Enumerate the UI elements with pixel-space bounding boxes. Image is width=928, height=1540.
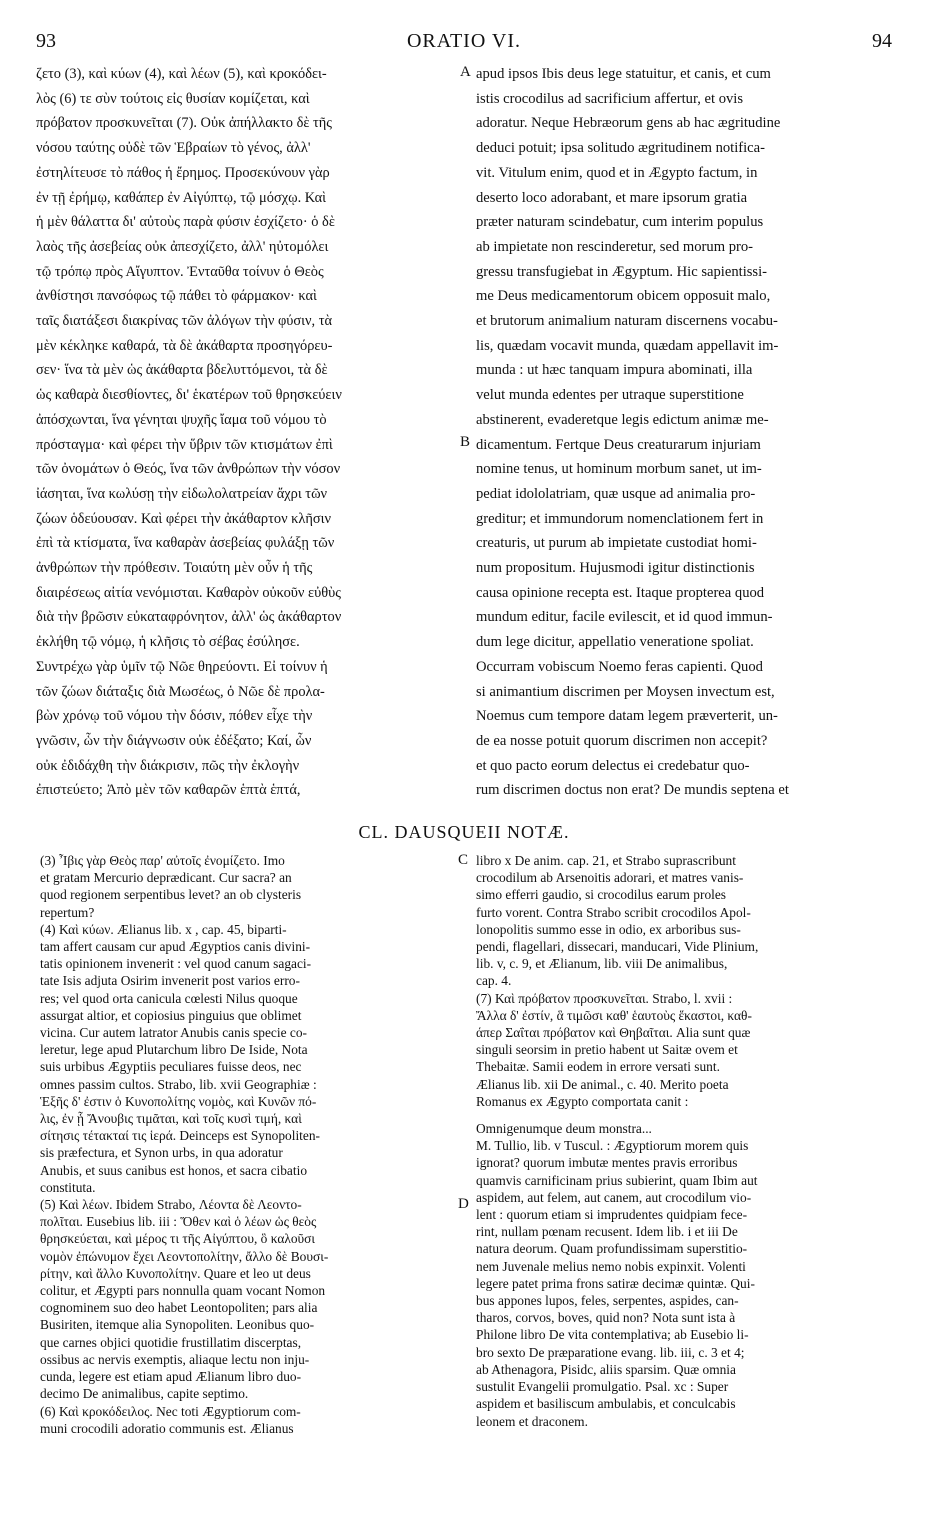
latin-text-line: nomine tenus, ut hominum morbum sanet, ut im- bbox=[476, 461, 762, 478]
note-line: Thebaitæ. Samii eodem in errore versati sunt. bbox=[476, 1059, 720, 1075]
greek-text-line: ζετο (3), καὶ κύων (4), καὶ λέων (5), καὶ κροκόδει- bbox=[36, 66, 327, 82]
greek-text-line: ἡ μὲν θάλαττα δι' αὐτοὺς παρὰ φύσιν ἐσχίζετο· ὁ δὲ bbox=[36, 214, 335, 231]
greek-text-line: διαιρέσεως αἰτία νενόμισται. Καθαρὸν οὐκοῦν εὐθὺς bbox=[36, 584, 341, 601]
greek-text-line: νόσου ταύτης οὐδὲ τῶν Ἑβραίων τὸ γένος, ἀλλ' bbox=[36, 140, 311, 157]
note-line: tate Isis adjuta Osirim invenerit post varios erro- bbox=[40, 973, 300, 989]
note-line: (4) Καὶ κύων. Ælianus lib. x , cap. 45, biparti- bbox=[40, 921, 287, 937]
note-line: (3) Ἶβις γὰρ Θεὸς παρ' αὐτοῖς ἐνομίζετο. Imo bbox=[40, 853, 285, 868]
latin-text-line: ab impietate non rescinderetur, sed morum pro- bbox=[476, 238, 754, 255]
note-line: lent : quorum etiam si imprudentes quidpiam fece- bbox=[476, 1207, 748, 1223]
note-line: bus appones lupos, feles, serpentes, aspides, can- bbox=[476, 1293, 739, 1309]
note-line: libro x De anim. cap. 21, et Strabo suprascribunt bbox=[476, 853, 736, 868]
note-line: natura deorum. Quam profundissimam superstitio- bbox=[476, 1241, 748, 1257]
note-line: tam affert causam cur apud Ægyptios canis divini- bbox=[40, 939, 311, 955]
note-line: Omnigenumque deum monstra... bbox=[476, 1121, 652, 1137]
notes-title: CL. DAUSQUEII NOTÆ. bbox=[358, 822, 570, 842]
note-line: tharos, corvos, boves, quid non? Nota sunt ista à bbox=[476, 1310, 736, 1326]
greek-text-line: ἐπιστεύετο; Ἀπὸ μὲν τῶν καθαρῶν ἑπτὰ ἑπτά, bbox=[36, 782, 301, 799]
greek-text-line: διὰ τὴν βρῶσιν εὐκαταφρόνητον, ἀλλ' ὡς ἀκάθαρτον bbox=[36, 609, 342, 626]
greek-text-line: ἐν τῇ ἐρήμῳ, καθάπερ ἐν Αἰγύπτῳ, τῷ μόσχῳ. Καὶ bbox=[36, 189, 327, 206]
note-line: Ἑξῆς δ' ἐστιν ὁ Κυνοπολίτης νομὸς, καὶ Κυνῶν πό- bbox=[40, 1093, 317, 1109]
note-line: πολῖται. Eusebius lib. iii : Ὅθεν καὶ ὁ λέων ὡς θεὸς bbox=[40, 1214, 317, 1230]
greek-text-line: γνῶσιν, ὧν τὴν διάγνωσιν οὐκ ἐδέξατο; Καί, ὧν bbox=[36, 732, 312, 749]
latin-text-line: vit. Vitulum enim, quod et in Ægypto factum, in bbox=[476, 164, 758, 181]
latin-text-line: munda : ut hæc tanquam impura abominati, illa bbox=[476, 362, 753, 379]
latin-text-line: Occurram vobiscum Noemo feras capienti. Quod bbox=[476, 658, 763, 675]
margin-marker-d: D bbox=[458, 1196, 469, 1212]
note-line: Ælianus lib. xii De animal., c. 40. Merito poeta bbox=[476, 1076, 729, 1092]
note-line: lonopolitis summo esse in odio, ex arboribus sus- bbox=[476, 921, 741, 937]
page-number-left: 93 bbox=[36, 30, 56, 52]
latin-text-line: et brutorum animalium naturam discernens vocabu- bbox=[476, 313, 778, 330]
note-line: muni crocodili adoratio communis est. Ælianus bbox=[40, 1420, 294, 1436]
note-line: θρησκεύεται, καὶ μέρος τι τῆς Αἰγύπτου, ὃ καλοῦσι bbox=[40, 1231, 315, 1247]
page-title: ORATIO VI. bbox=[406, 30, 522, 52]
note-line: singuli seorsim in pretio habent ut Saitæ ovem et bbox=[476, 1042, 738, 1058]
greek-text-line: λαὸς τῆς ἀσεβείας οὐκ ἀπεσχίζετο, ἀλλ' ηὐτομόλει bbox=[36, 238, 329, 255]
greek-text-line: ἐπὶ τὰ κτίσματα, ἵνα καθαρὰν ἀσεβείας φυλάξῃ τῶν bbox=[36, 535, 335, 552]
note-line: λις, ἐν ᾗ Ἄνουβις τιμᾶται, καὶ τοῖς κυσὶ τιμή, καὶ bbox=[40, 1111, 302, 1127]
greek-text-line: τῷ τρόπῳ πρὸς Αἴγυπτον. Ἐνταῦθα τοίνυν ὁ Θεὸς bbox=[36, 263, 324, 280]
latin-text-line: lis, quædam vocavit munda, quædam appellavit im- bbox=[476, 337, 779, 354]
latin-text-line: adoratur. Neque Hebræorum gens ab hac ægritudine bbox=[476, 115, 781, 132]
greek-text-line: βὼν χρόνῳ τοῦ νόμου τὴν δόσιν, πόθεν εἶχε τὴν bbox=[36, 708, 313, 725]
note-line: crocodilum ab Arsenoitis adorari, et matres vanis- bbox=[476, 870, 744, 886]
latin-text-line: mundum editur, facile evilescit, et id quod immun- bbox=[476, 609, 773, 626]
note-line: lib. v, c. 9, et Ælianum, lib. viii De animalibus, bbox=[476, 956, 728, 972]
greek-text-line: ζώων ὁδεύουσαν. Καὶ φέρει τὴν ἀκάθαρτον κλῆσιν bbox=[36, 510, 332, 527]
note-line: tatis opinionem invenerit : vel quod canum sagaci- bbox=[40, 956, 312, 972]
note-line: res; vel quod orta canicula cœlesti Nilus quoque bbox=[40, 990, 298, 1006]
note-line: aspidem, aut felem, aut canem, aut crocodilum vio- bbox=[476, 1189, 752, 1205]
note-line: άπερ Σαΐται πρόβατον καὶ Θηβαῖται. Alia sunt quæ bbox=[476, 1025, 751, 1041]
note-line: sis præfectura, et Synon urbs, in qua adoratur bbox=[40, 1145, 283, 1161]
greek-text-line: Συντρέχω γὰρ ὑμῖν τῷ Νῶε θηρεύοντι. Εἰ τοίνυν ἡ bbox=[36, 658, 328, 675]
latin-text-line: dum lege dicitur, appellatio venerationе spoliat. bbox=[476, 634, 754, 651]
notes-right-column bbox=[476, 852, 894, 1430]
latin-text-line: Noemus cum tempore datam legem præverterit, un- bbox=[476, 708, 778, 725]
greek-text-line: οὐκ ἐδιδάχθη τὴν διάκρισιν, πῶς τὴν ἐκλογὴν bbox=[36, 757, 300, 774]
note-line: (6) Καὶ κροκόδειλος. Nec toti Ægyptiorum com- bbox=[40, 1403, 301, 1419]
greek-text-line: τῶν ζώων διάταξις διὰ Μωσέως, ὁ Νῶε δὲ προλα- bbox=[36, 683, 325, 700]
note-line: sustulit Evangelii promulgatio. Psal. xc : Super bbox=[476, 1379, 729, 1395]
note-line: legere patet prima frons satiræ decimæ quintæ. Qui- bbox=[476, 1275, 755, 1291]
greek-text-line: ἐκλήθη τῷ νόμῳ, ἡ κλῆσις τὸ σέβας ἐσύλησε. bbox=[36, 634, 300, 651]
note-line: assurgat altior, et copiosius pinguius que oblimet bbox=[40, 1007, 302, 1023]
note-line: Philone libro De vita contemplativa; ab Eusebio li- bbox=[476, 1327, 749, 1343]
latin-text-line: de ea nosse potuit quorum discrimen non accepit? bbox=[476, 732, 768, 749]
greek-text-line: ταῖς διατάξεσι διακρίνας τῶν ἀλόγων τὴν φύσιν, τὰ bbox=[36, 313, 333, 330]
greek-text-line: ἀπόσχωνται, ἵνα γένηται ψυχῆς ἴαμα τοῦ νόμου τὸ bbox=[36, 411, 327, 428]
note-line: cognominem suo deo habet Leontopoliten; pars alia bbox=[40, 1300, 318, 1316]
note-line: σίτησις τέτακταί τις ἱερά. Deinceps est Synopoliten- bbox=[40, 1128, 321, 1144]
note-line: M. Tullio, lib. v Tuscul. : Ægyptiorum morem quis bbox=[476, 1138, 749, 1154]
note-line: et gratam Mercurio deprædicant. Cur sacra? an bbox=[40, 870, 292, 886]
note-line: Anubis, et suus canibus est honos, et sacra cibatio bbox=[40, 1162, 308, 1178]
note-line: quamvis carnificinam prius subierint, quam Ibim aut bbox=[476, 1172, 758, 1188]
note-line: ossibus ac nervis exemptis, aliaque lectu non inju- bbox=[40, 1351, 310, 1367]
greek-text-line: πρόσταγμα· καὶ φέρει τὴν ὕβριν τῶν κτισμάτων ἐπὶ bbox=[36, 436, 333, 453]
note-line: decimo De animalibus, capite septimo. bbox=[40, 1386, 249, 1402]
greek-text-line: ἐστηλίτευσε τὸ πάθος ἡ ἔρημος. Προσεκύνουν γὰρ bbox=[36, 164, 330, 181]
greek-text-line: ὡς καθαρὰ διεσθίοντες, δι' ἑκατέρων τοῦ θρησκεύειν bbox=[36, 387, 342, 404]
margin-marker-a: A bbox=[460, 64, 471, 80]
note-line: leretur, lege apud Plutarchum libro De Iside, Nota bbox=[40, 1042, 308, 1058]
greek-text-line: πρόβατον προσκυνεῖται (7). Οὐκ ἀπήλλακτο δὲ τῆς bbox=[36, 115, 332, 132]
note-line bbox=[476, 1110, 894, 1120]
note-line: nem Juvenale melius nemo nobis expinxit. Volenti bbox=[476, 1258, 746, 1274]
latin-text-line: velut munda edentes per utraque superstitione bbox=[476, 387, 744, 404]
note-line: omnes passim cultos. Strabo, lib. xvii Geographiæ : bbox=[40, 1076, 317, 1092]
latin-text-line: causa opinione recepta est. Itaque propterea quod bbox=[476, 584, 765, 601]
note-line: que carnes objici quotidie frustillatim discerptas, bbox=[40, 1334, 302, 1350]
note-line: νομὸν ἐπώνυμον ἔχει Λεοντοπολίτην, ἄλλο δὲ Βουσι- bbox=[40, 1248, 329, 1264]
note-line: ρίτην, καὶ ἄλλο Κυνοπολίτην. Quare et leo ut deus bbox=[40, 1265, 311, 1281]
latin-text-line: greditur; et immundorum nomenclationem fert in bbox=[476, 510, 764, 527]
latin-text-line: num propositum. Hujusmodi igitur distinctionis bbox=[476, 560, 755, 577]
note-line: colitur, et Ægypti pars nonnulla quam vocant Nomon bbox=[40, 1283, 326, 1299]
notes-left-column bbox=[40, 852, 458, 1437]
note-line: quod regionem serpentibus levet? an ob clysteris bbox=[40, 887, 302, 903]
note-line: bro sexto De præparatione evang. lib. iii, c. 3 et 4; bbox=[476, 1344, 745, 1360]
latin-text-line: dicamentum. Fertque Deus creaturarum injuriam bbox=[476, 436, 761, 453]
note-line: ignorat? quorum imbutæ mentes pravis erroribus bbox=[476, 1155, 738, 1171]
note-line: suis urbibus Ægyptiis peculiares fuisse deos, nec bbox=[40, 1059, 302, 1075]
note-line: cunda, legere est etiam apud Ælianum libro duo- bbox=[40, 1369, 302, 1385]
latin-text-line: deduci potuit; ipsa solitudo ægritudinem notifica- bbox=[476, 140, 765, 157]
latin-text-line: me Deus medicamentorum obicem opposuit malo, bbox=[476, 288, 771, 305]
greek-text-column bbox=[36, 62, 456, 803]
latin-text-line: si animantium discrimen per Moysen invectum est, bbox=[476, 683, 775, 700]
note-line: (5) Καὶ λέων. Ibidem Strabo, Λέοντα δὲ Λεοντο- bbox=[40, 1197, 302, 1213]
page-number-right: 94 bbox=[872, 30, 892, 52]
note-line: pendi, flagellari, dissecari, manducari, Vide Plinium, bbox=[476, 939, 759, 955]
greek-text-line: ἰάσηται, ἵνα κωλύσῃ τὴν εἰδωλολατρείαν ἄχρι τῶν bbox=[36, 485, 328, 502]
greek-text-line: σεν· ἵνα τὰ μὲν ὡς ἀκάθαρτα βδελυττόμενοι, τὰ δὲ bbox=[36, 362, 328, 379]
latin-text-line: istis crocodilus ad sacrificium affertur, et ovis bbox=[476, 90, 744, 107]
note-line: (7) Καὶ πρόβατον προσκυνεῖται. Strabo, l. xvii : bbox=[476, 990, 733, 1006]
latin-text-line: apud ipsos Ibis deus lege statuitur, et canis, et cum bbox=[476, 66, 771, 82]
note-line: leonem et draconem. bbox=[476, 1413, 588, 1429]
latin-text-line: gressu transfugiebat in Ægyptum. Hic sapientissi- bbox=[476, 263, 768, 280]
note-line: Busiriten, itemque alia Synopoliten. Leonibus quo- bbox=[40, 1317, 315, 1333]
margin-marker-b: B bbox=[460, 434, 471, 450]
greek-text-line: μὲν κέκληκε καθαρά, τὰ δὲ ἀκάθαρτα προσηγόρευ- bbox=[36, 337, 333, 354]
latin-text-column bbox=[476, 62, 892, 803]
latin-text-line: deserto loco adorabant, et mare ipsorum gratia bbox=[476, 189, 748, 206]
latin-text-line: præter naturam scindebatur, cum interim populus bbox=[476, 214, 764, 231]
latin-text-line: creaturis, ut purum ab impietate custodiat homi- bbox=[476, 535, 757, 552]
note-line: constituta. bbox=[40, 1179, 96, 1195]
greek-text-line: τῶν ὀνομάτων ὁ Θεός, ἵνα τῶν ἀνθρώπων τὴν νόσον bbox=[36, 461, 341, 478]
note-line: furto vorent. Contra Strabo scribit crocodilos Apol- bbox=[476, 904, 751, 920]
latin-text-line: pediat idololatriam, quæ usque ad animalia pro- bbox=[476, 485, 756, 502]
note-line: vicina. Cur autem latrator Anubis canis specie co- bbox=[40, 1025, 307, 1041]
latin-text-line: rum discrimen doctus non erat? De mundis septena et bbox=[476, 782, 789, 799]
note-line: Ἄλλα δ' ἐστίν, ἃ τιμῶσι καθ' ἑαυτοὺς ἕκαστοι, καθ- bbox=[476, 1007, 752, 1023]
margin-marker-c: C bbox=[458, 852, 469, 868]
note-line: aspidem et basiliscum ambulabis, et conculcabis bbox=[476, 1396, 736, 1412]
note-line: repertum? bbox=[40, 904, 95, 920]
latin-text-line: et quo pacto eorum delectus ei credebatur quo- bbox=[476, 757, 750, 774]
greek-text-line: ἀνθίστησι πανσόφως τῷ πάθει τὸ φάρμακον· καὶ bbox=[36, 288, 317, 305]
page-header bbox=[36, 30, 892, 60]
greek-text-line: ἀνθρώπων τὴν πρόθεσιν. Τοιαύτη μὲν οὖν ἡ τῆς bbox=[36, 560, 313, 577]
note-line: simo efferri gaudio, si crocodilus earum proles bbox=[476, 887, 727, 903]
note-line: Romanus ex Ægypto comportata canit : bbox=[476, 1093, 689, 1109]
note-line: ab Athenagora, Pisidc, aliis sparsim. Quæ omnia bbox=[476, 1361, 736, 1377]
latin-text-line: abstinerent, evaderetque legis edictum animæ me- bbox=[476, 411, 769, 428]
greek-text-line: λὸς (6) τε σὺν τούτοις εἰς θυσίαν κομίζεται, καὶ bbox=[36, 90, 310, 107]
note-line: rint, nullam pœnam recusent. Idem lib. i et iii De bbox=[476, 1224, 738, 1240]
note-line: cap. 4. bbox=[476, 973, 512, 989]
